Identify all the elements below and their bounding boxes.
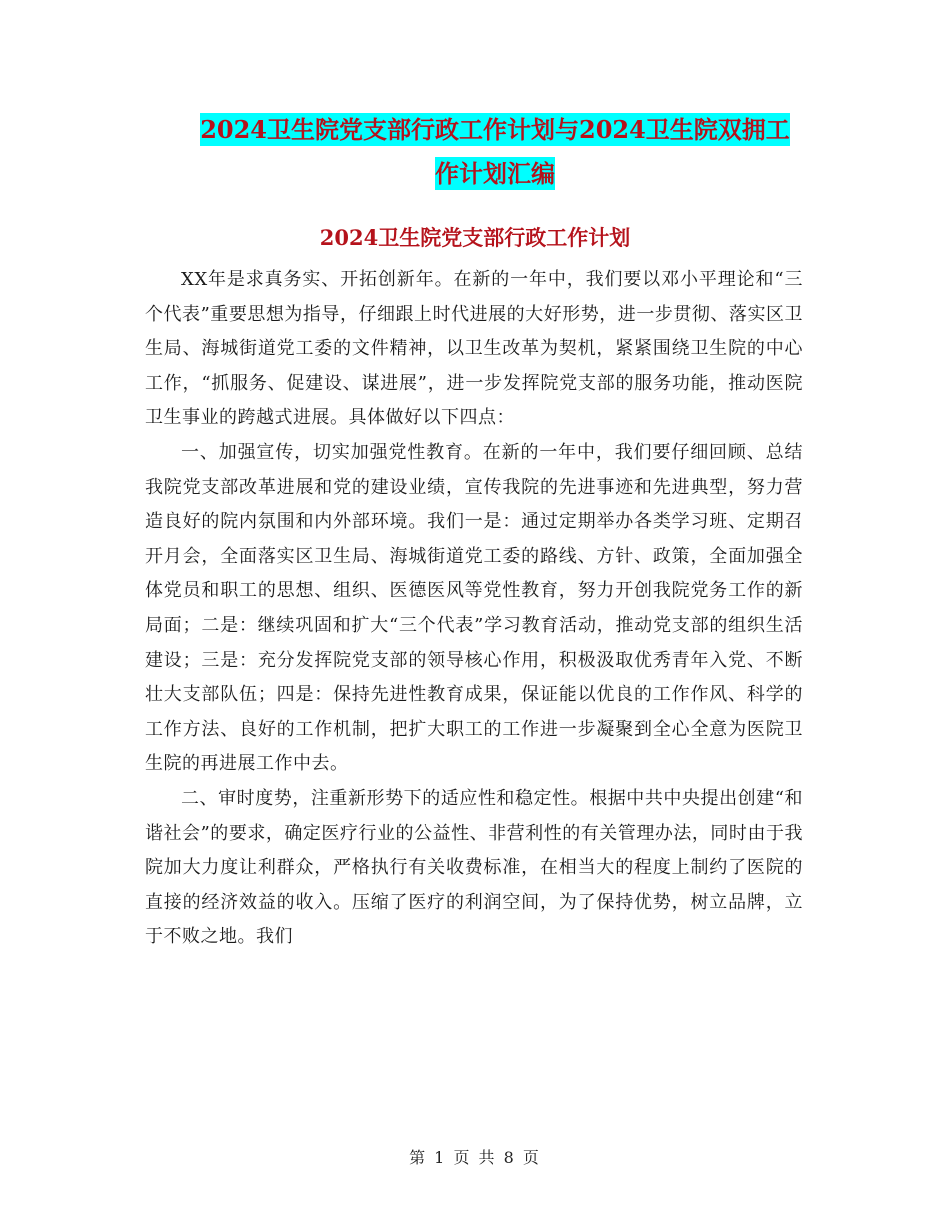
title-line-1: 2024卫生院党支部行政工作计划与2024卫生院双拥工 <box>200 115 790 144</box>
document-body <box>145 263 803 955</box>
paragraph-point-1: 一、加强宣传，切实加强党性教育。在新的一年中，我们要仔细回顾、总结我院党支部改革进展和党的建设业绩，宣传我院的先进事迹和先进典型，努力营造良好的院内氛围和内外部环境。我们一是：通过定期举办各类学习班、定期召开月会，全面落实区卫生局、海城街道党工委的路线、方针、政策，全面加强全体党员和职工的思想、组织、医德医风等党性教育，努力开创我院党务工作的新局面；二是：继续巩固和扩大“三个代表”学习教育活动，推动党支部的组织生活建设；三是：充分发挥院党支部的领导核心作用，积极汲取优秀青年入党、不断壮大支部队伍；四是：保持先进性教育成果，保证能以优良的工作作风、科学的工作方法、良好的工作机制，把扩大职工的工作进一步凝聚到全心全意为医院卫生院的再进展工作中去。 <box>145 441 803 775</box>
paragraph-intro: XX年是求真务实、开拓创新年。在新的一年中，我们要以邓小平理论和“三个代表”重要思想为指导，仔细跟上时代进展的大好形势，进一步贯彻、落实区卫生局、海城街道党工委的文件精神，以卫生改革为契机，紧紧围绕卫生院的中心工作，“抓服务、促建设、谋进展”，进一步发挥院党支部的服务功能，推动医院卫生事业的跨越式进展。具体做好以下四点： <box>145 269 803 429</box>
section-title: 2024卫生院党支部行政工作计划 <box>319 225 631 250</box>
paragraph-point-2: 二、审时度势，注重新形势下的适应性和稳定性。根据中共中央提出创建“和谐社会”的要求，确定医疗行业的公益性、非营利性的有关管理办法，同时由于我院加大力度让利群众，严格执行有关收费标准，在相当大的程度上制约了医院的直接的经济效益的收入。压缩了医疗的利润空间，为了保持优势，树立品牌，立于不败之地。我们 <box>145 787 803 948</box>
document-title <box>140 108 850 196</box>
title-line-2: 作计划汇编 <box>435 159 555 188</box>
page-number-footer: 第 1 页 共 8 页 <box>409 1148 541 1167</box>
